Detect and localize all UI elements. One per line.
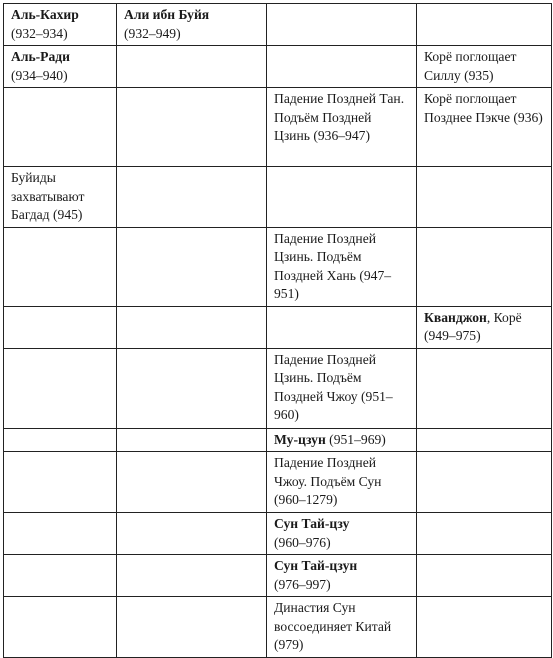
table-cell — [267, 4, 417, 46]
table-cell — [267, 306, 417, 348]
cell-text: (934–940) — [11, 67, 68, 83]
table-cell — [417, 452, 552, 513]
cell-heading: Аль-Ради — [11, 49, 70, 64]
table-cell — [417, 555, 552, 597]
cell-text: (932–949) — [124, 25, 181, 41]
table-cell — [267, 167, 417, 228]
table-row — [4, 88, 552, 167]
table-row — [4, 167, 552, 228]
table-cell — [4, 306, 117, 348]
table-cell — [4, 428, 117, 452]
table-cell — [4, 513, 117, 555]
cell-text: Корё поглощает Силлу (935) — [424, 49, 517, 83]
table-row — [4, 4, 552, 46]
table-cell — [117, 4, 267, 46]
cell-text: Падение Поздней Цзинь. Подъём Поздней Чжоу (951–960) — [274, 351, 393, 422]
table-cell — [117, 555, 267, 597]
table-cell — [117, 513, 267, 555]
cell-heading: Сун Тай-цзу — [274, 516, 350, 531]
table-row — [4, 306, 552, 348]
chronology-table — [3, 3, 552, 658]
table-cell — [417, 428, 552, 452]
cell-text: Падение Поздней Цзинь. Подъём Поздней Хань (947–951) — [274, 230, 392, 301]
cell-heading: Сун Тай-цзун — [274, 558, 358, 573]
table-cell — [267, 597, 417, 658]
table-cell — [267, 428, 417, 452]
cell-text: Династия Сун воссоединяет Китай (979) — [274, 600, 392, 652]
table-cell — [4, 597, 117, 658]
table-cell — [4, 555, 117, 597]
cell-text: (976–997) — [274, 576, 331, 592]
table-row — [4, 513, 552, 555]
cell-heading: Аль-Кахир — [11, 7, 79, 22]
table-cell — [117, 167, 267, 228]
table-cell — [117, 597, 267, 658]
table-row — [4, 46, 552, 88]
table-cell — [417, 46, 552, 88]
table-cell — [267, 88, 417, 167]
table-cell — [267, 452, 417, 513]
table-cell — [267, 227, 417, 306]
table-cell — [117, 88, 267, 167]
table-cell — [417, 597, 552, 658]
table-cell — [117, 46, 267, 88]
table-cell — [417, 513, 552, 555]
cell-heading: Кванджон — [424, 309, 487, 325]
table-cell — [117, 452, 267, 513]
table-row — [4, 227, 552, 306]
cell-text: Буйиды захватывают Багдад (945) — [11, 170, 85, 222]
cell-text: (932–934) — [11, 25, 68, 41]
table-cell — [4, 4, 117, 46]
table-cell — [267, 513, 417, 555]
table-row — [4, 555, 552, 597]
table-cell — [117, 348, 267, 428]
table-cell — [417, 4, 552, 46]
cell-heading: Му-цзун — [274, 431, 326, 447]
cell-text: (960–976) — [274, 534, 331, 550]
chronology-table-body — [4, 4, 552, 658]
cell-text: Корё поглощает Позднее Пэкче (936) — [424, 91, 543, 125]
table-cell — [117, 428, 267, 452]
table-cell — [417, 306, 552, 348]
table-cell — [4, 348, 117, 428]
table-cell — [4, 167, 117, 228]
cell-heading: Али ибн Буйя — [124, 7, 210, 22]
table-cell — [417, 227, 552, 306]
table-cell — [117, 306, 267, 348]
table-cell — [267, 46, 417, 88]
table-row — [4, 428, 552, 452]
table-cell — [4, 88, 117, 167]
table-row — [4, 597, 552, 658]
cell-text: Падение Поздней Тан. Подъём Поздней Цзинь (936–947) — [274, 91, 405, 143]
table-cell — [417, 88, 552, 167]
cell-text: (951–969) — [325, 431, 386, 447]
table-row — [4, 348, 552, 428]
table-row — [4, 452, 552, 513]
table-cell — [4, 227, 117, 306]
table-cell — [417, 167, 552, 228]
cell-text: , Корё (949–975) — [424, 309, 522, 343]
table-cell — [267, 348, 417, 428]
cell-text: Падение Поздней Чжоу. Подъём Сун (960–1279) — [274, 455, 382, 507]
table-cell — [417, 348, 552, 428]
table-cell — [267, 555, 417, 597]
table-cell — [117, 227, 267, 306]
table-cell — [4, 452, 117, 513]
table-cell — [4, 46, 117, 88]
